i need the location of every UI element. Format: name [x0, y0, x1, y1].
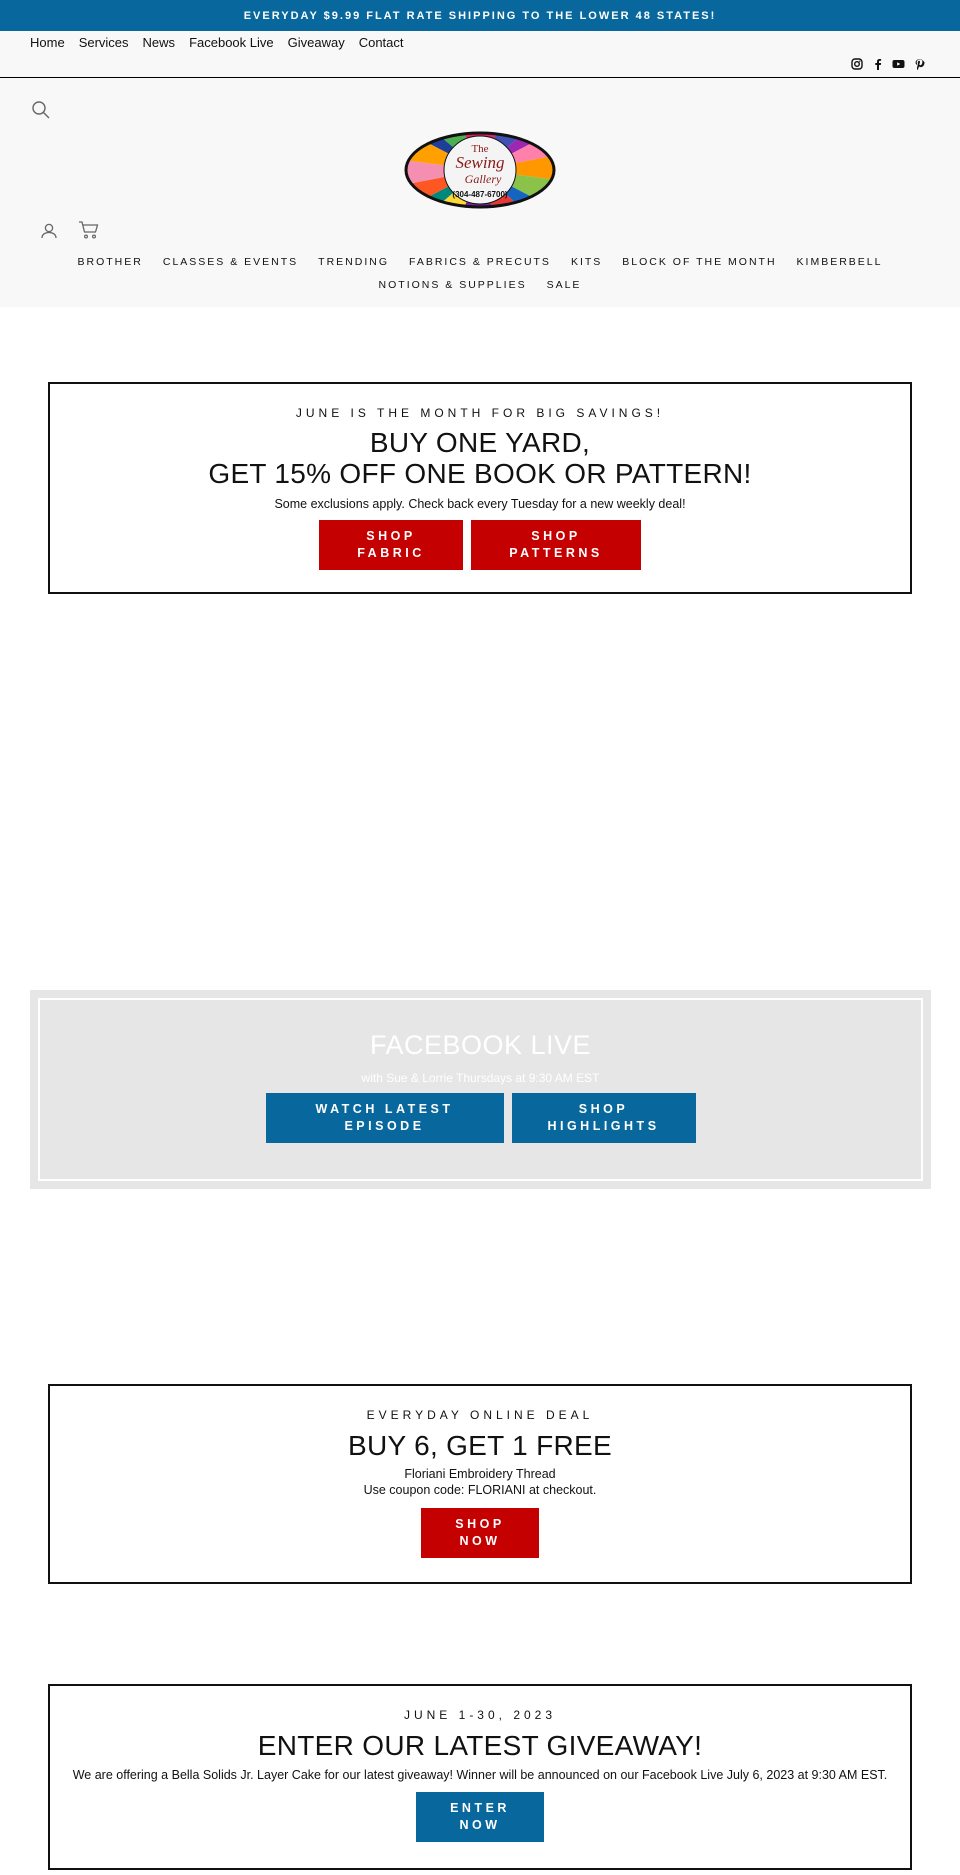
enter-now-button[interactable] [416, 1792, 544, 1842]
search-icon[interactable] [31, 100, 51, 125]
top-link-home[interactable]: Home [30, 35, 65, 50]
promo-headline-line2: GET 15% OFF ONE BOOK OR PATTERN! [208, 458, 752, 489]
online-deal-line2: Use coupon code: FLORIANI at checkout. [363, 1483, 597, 1497]
giveaway-eyebrow: JUNE 1-30, 2023 [403, 1708, 557, 1722]
main-nav [0, 250, 960, 296]
nav-item-kits[interactable]: KITS [570, 255, 603, 268]
promo-eyebrow: JUNE IS THE MONTH FOR BIG SAVINGS! [295, 406, 665, 420]
online-deal-line1: Floriani Embroidery Thread [404, 1467, 556, 1481]
top-link-giveaway[interactable]: Giveaway [287, 35, 345, 50]
top-link-facebook-live[interactable]: Facebook Live [189, 35, 274, 50]
logo-phone: (304-487-6700) [452, 190, 508, 199]
account-icon[interactable] [40, 222, 58, 245]
logo-text-sewing: Sewing [455, 153, 505, 172]
facebook-live-subtitle: with Sue & Lorrie Thursdays at 9:30 AM EST [361, 1071, 600, 1085]
promo-headline-line1: BUY ONE YARD, [369, 427, 591, 458]
watch-latest-episode-button[interactable] [266, 1093, 504, 1143]
shop-highlights-line1: SHOP [578, 1102, 629, 1116]
instagram-icon[interactable] [850, 57, 863, 70]
announcement-text: EVERYDAY $9.99 FLAT RATE SHIPPING TO THE LOWER 48 STATES! [243, 9, 717, 22]
online-deal-eyebrow: EVERYDAY ONLINE DEAL [366, 1408, 594, 1422]
online-deal-section [48, 1384, 912, 1584]
logo[interactable] [403, 130, 557, 215]
announcement-bar [0, 0, 960, 31]
main-nav-row-1 [0, 250, 960, 273]
social-links [850, 57, 926, 70]
pinterest-icon[interactable] [913, 57, 926, 70]
logo-text-the: The [471, 143, 489, 155]
online-deal-headline: BUY 6, GET 1 FREE [348, 1430, 612, 1461]
facebook-icon[interactable] [871, 57, 884, 70]
nav-item-brother[interactable]: BROTHER [77, 255, 143, 268]
shop-fabric-button-line2: FABRIC [357, 546, 425, 560]
giveaway-section [48, 1684, 912, 1870]
nav-item-notions-supplies[interactable]: NOTIONS & SUPPLIES [378, 278, 527, 291]
enter-now-line2: NOW [459, 1818, 501, 1832]
top-links [30, 35, 404, 50]
nav-item-sale[interactable]: SALE [546, 278, 582, 291]
facebook-live-title: FACEBOOK LIVE [369, 1030, 592, 1060]
youtube-icon[interactable] [892, 57, 905, 70]
logo-text-gallery: Gallery [464, 172, 502, 186]
main-nav-row-2 [0, 273, 960, 296]
top-link-services[interactable]: Services [78, 35, 129, 50]
top-bar [0, 31, 960, 78]
nav-item-kimberbell[interactable]: KIMBERBELL [796, 255, 883, 268]
promo-subtext: Some exclusions apply. Check back every Tuesday for a new weekly deal! [274, 497, 686, 511]
shop-fabric-button-line1: SHOP [366, 529, 416, 543]
shop-now-button[interactable] [421, 1508, 539, 1558]
nav-item-trending[interactable]: TRENDING [318, 255, 389, 268]
watch-latest-episode-line2: EPISODE [344, 1119, 425, 1133]
shop-highlights-button[interactable] [512, 1093, 696, 1143]
site-header [0, 78, 960, 307]
shop-patterns-button[interactable] [471, 520, 641, 570]
cart-icon[interactable] [78, 220, 100, 245]
top-link-news[interactable]: News [142, 35, 176, 50]
giveaway-subtext: We are offering a Bella Solids Jr. Layer Cake for our latest giveaway! Winner will be announced on our Facebook Live July 6, 2023 at 9:30 AM EST. [72, 1768, 888, 1782]
shop-now-line2: NOW [459, 1534, 501, 1548]
nav-item-block-of-the-month[interactable]: BLOCK OF THE MONTH [622, 255, 777, 268]
facebook-live-panel [38, 998, 923, 1181]
shop-fabric-button[interactable] [319, 520, 463, 570]
shop-patterns-button-line2: PATTERNS [509, 546, 603, 560]
giveaway-headline: ENTER OUR LATEST GIVEAWAY! [257, 1730, 703, 1761]
shop-patterns-button-line1: SHOP [531, 529, 581, 543]
nav-item-classes-events[interactable]: CLASSES & EVENTS [162, 255, 299, 268]
promo-june-savings [48, 382, 912, 594]
top-link-contact[interactable]: Contact [358, 35, 404, 50]
nav-item-fabrics-precuts[interactable]: FABRICS & PRECUTS [409, 255, 551, 268]
facebook-live-section [30, 990, 931, 1189]
watch-latest-episode-line1: WATCH LATEST [315, 1102, 454, 1116]
shop-highlights-line2: HIGHLIGHTS [547, 1119, 660, 1133]
shop-now-line1: SHOP [455, 1517, 505, 1531]
enter-now-line1: ENTER [450, 1801, 510, 1815]
